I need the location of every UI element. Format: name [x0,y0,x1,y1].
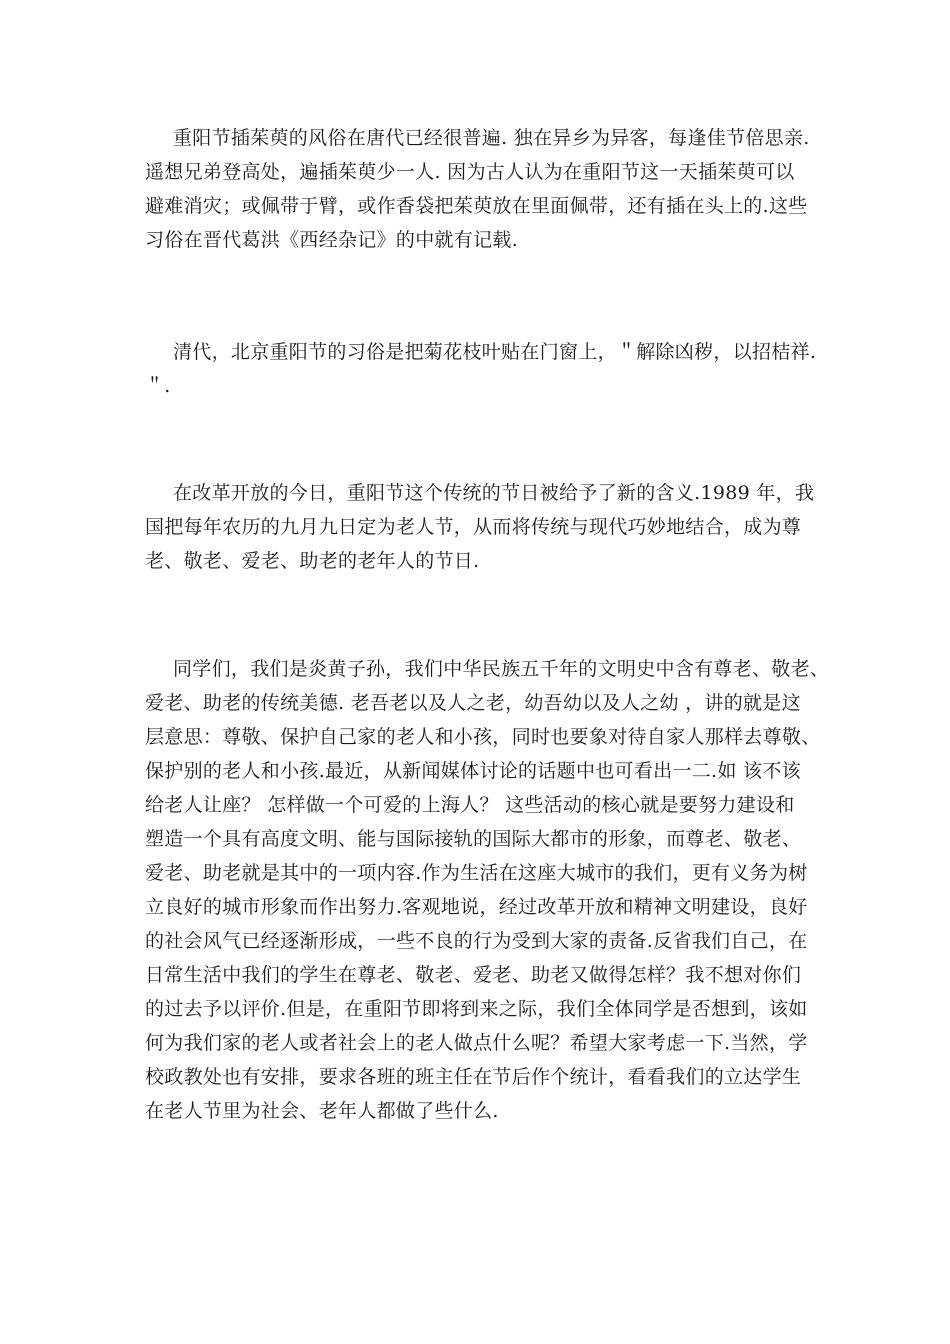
text-line: 同学们，我们是炎黄子孙，我们中华民族五千年的文明史中含有尊老、敬老、 [173,658,830,680]
paragraph-students-address [145,652,830,1128]
text-line: 立良好的城市形象而作出努力.客观地说，经过改革开放和精神文明建设，良好 [145,896,808,918]
paragraph-chongyang-zhuyu [145,121,825,257]
text-line: 习俗在晋代葛洪《西经杂记》的中就有记载. [145,229,519,251]
text-line: 爱老、助老的传统美德. 老吾老以及人之老，幼吾幼以及人之幼 ，讲的就是这 [145,692,801,714]
text-line: 老、敬老、爱老、助老的老年人的节日. [145,550,480,572]
text-line: ＂. [145,375,171,397]
text-line: 避难消灾；或佩带于臂，或作香袋把茱萸放在里面佩带，还有插在头上的.这些 [145,195,808,217]
text-line: 重阳节插茱萸的风俗在唐代已经很普遍. 独在异乡为异客，每逢佳节倍思亲. [173,127,810,149]
text-line: 在老人节里为社会、老年人都做了些什么. [145,1100,499,1122]
text-line: 在改革开放的今日，重阳节这个传统的节日被给予了新的含义.1989 年，我 [173,482,815,504]
text-line: 爱老、助老就是其中的一项内容.作为生活在这座大城市的我们，更有义务为树 [145,862,808,884]
text-line: 保护别的老人和小孩.最近，从新闻媒体讨论的话题中也可看出一二.如 该不该 [145,760,801,782]
text-line: 遥想兄弟登高处，遍插茱萸少一人. 因为古人认为在重阳节这一天插茱萸可以 [145,161,795,183]
text-line: 的过去予以评价.但是，在重阳节即将到来之际，我们全体同学是否想到，该如 [145,998,808,1020]
paragraph-qing-dynasty [145,335,825,403]
text-line: 日常生活中我们的学生在尊老、敬老、爱老、助老又做得怎样？我不想对你们 [145,964,802,986]
text-line: 塑造一个具有高度文明、能与国际接轨的国际大都市的形象，而尊老、敬老、 [145,828,802,850]
text-line: 清代，北京重阳节的习俗是把菊花枝叶贴在门窗上，＂解除凶秽，以招桔祥. [173,341,817,363]
text-line: 何为我们家的老人或者社会上的老人做点什么呢？希望大家考虑一下.当然，学 [145,1032,808,1054]
paragraph-elderly-day [145,476,825,578]
text-line: 的社会风气已经逐渐形成，一些不良的行为受到大家的责备.反省我们自己，在 [145,930,808,952]
text-line: 给老人让座？ 怎样做一个可爱的上海人？ 这些活动的核心就是要努力建设和 [145,794,795,816]
text-line: 层意思：尊敬、保护自己家的老人和小孩，同时也要象对待自家人那样去尊敬、 [145,726,821,748]
text-line: 国把每年农历的九月九日定为老人节，从而将传统与现代巧妙地结合，成为尊 [145,516,802,538]
text-line: 校政教处也有安排，要求各班的班主任在节后作个统计，看看我们的立达学生 [145,1066,802,1088]
